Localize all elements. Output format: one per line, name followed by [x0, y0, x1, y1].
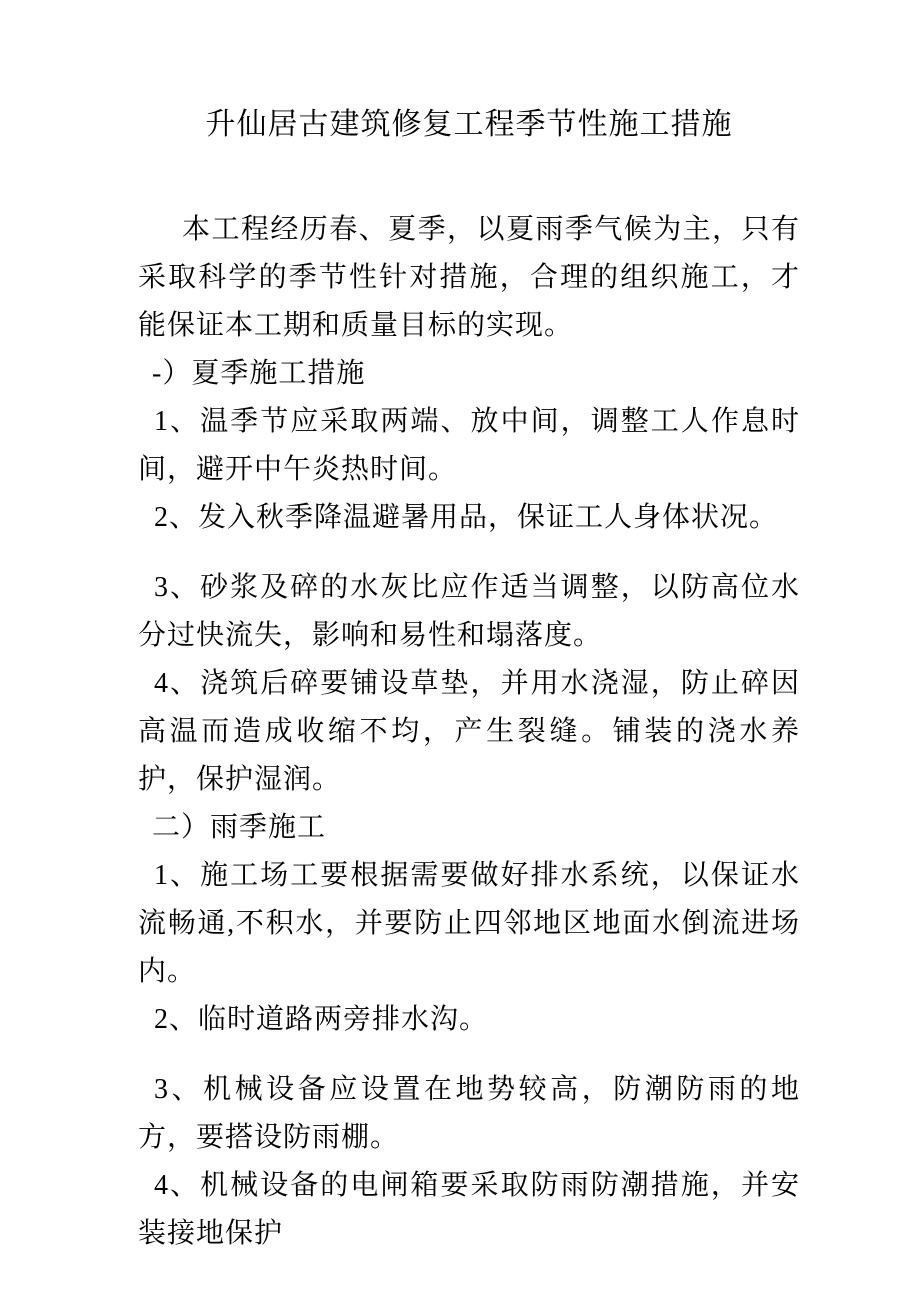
rain-item-4: 4、机械设备的电闸箱要采取防雨防潮措施，并安装接地保护: [138, 1170, 800, 1249]
summer-item-2: 2、发入秋季降温避暑用品，保证工人身体状况。: [154, 502, 779, 533]
rain-item-1: 1、施工场工要根据需要做好排水系统，以保证水流畅通,不积水，并要防止四邻地区地面水倒流进场内。: [138, 860, 800, 987]
section-heading-summer: -）夏季施工措施: [152, 358, 366, 389]
summer-item-3: 3、砂浆及碎的水灰比应作适当调整，以防高位水分过快流失，影响和易性和塌落度。: [138, 572, 800, 651]
rain-item-3: 3、机械设备应设置在地势较高，防潮防雨的地方，要搭设防雨棚。: [138, 1074, 800, 1153]
document-content: [138, 102, 800, 1258]
intro-paragraph: 本工程经历春、夏季，以夏雨季气候为主，只有采取科学的季节性针对措施，合理的组织施工，才能保证本工期和质量目标的实现。: [138, 214, 800, 341]
document-title: 升仙居古建筑修复工程季节性施工措施: [205, 108, 733, 141]
rain-item-2: 2、临时道路两旁排水沟。: [154, 1004, 489, 1035]
section-heading-rain: 二）雨季施工: [152, 812, 327, 843]
summer-item-1: 1、温季节应采取两端、放中间，调整工人作息时间，避开中午炎热时间。: [138, 406, 800, 485]
summer-item-4: 4、浇筑后碎要铺设草垫，并用水浇湿，防止碎因高温而造成收缩不均，产生裂缝。铺装的浇水养护，保护湿润。: [138, 668, 800, 795]
